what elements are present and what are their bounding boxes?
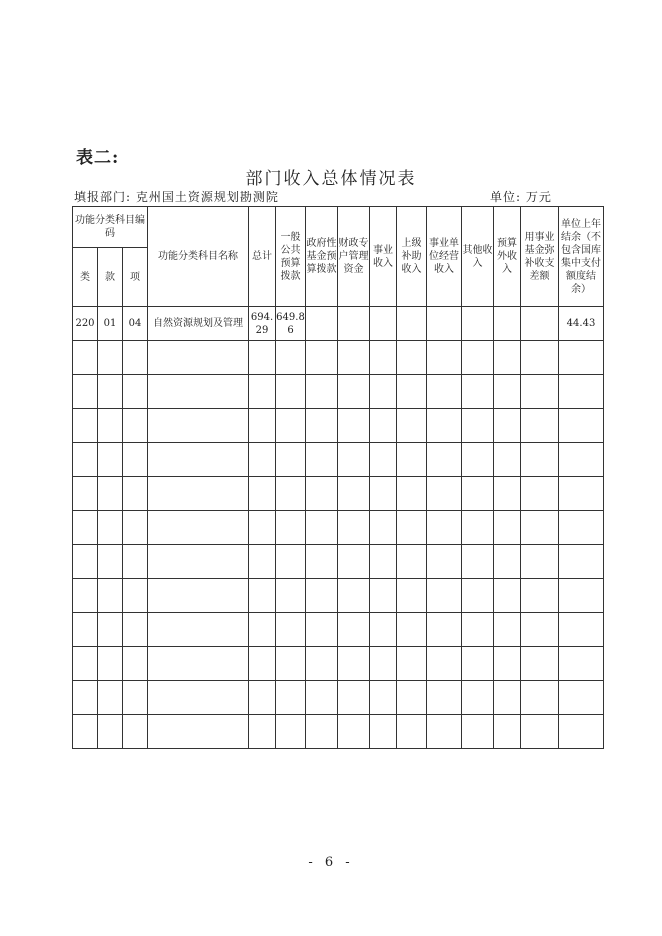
empty-cell xyxy=(494,545,521,579)
header-unit-operating: 事业单位经营收入 xyxy=(427,207,462,307)
cell-fiscal-special xyxy=(338,307,370,341)
empty-cell xyxy=(494,443,521,477)
empty-cell xyxy=(521,477,559,511)
empty-cell xyxy=(306,579,338,613)
empty-cell xyxy=(427,375,462,409)
empty-cell xyxy=(521,341,559,375)
empty-cell xyxy=(559,715,604,749)
empty-cell xyxy=(338,511,370,545)
empty-cell xyxy=(249,409,276,443)
empty-cell xyxy=(73,715,98,749)
empty-cell xyxy=(306,545,338,579)
empty-cell xyxy=(98,579,123,613)
empty-cell xyxy=(276,409,306,443)
empty-cell xyxy=(148,511,249,545)
empty-cell xyxy=(73,409,98,443)
empty-cell xyxy=(559,375,604,409)
empty-table-row xyxy=(73,647,604,681)
empty-cell xyxy=(306,681,338,715)
empty-cell xyxy=(306,341,338,375)
empty-cell xyxy=(276,715,306,749)
empty-cell xyxy=(427,613,462,647)
empty-cell xyxy=(98,613,123,647)
header-name: 功能分类科目名称 xyxy=(148,207,249,307)
empty-cell xyxy=(521,545,559,579)
empty-cell xyxy=(306,715,338,749)
empty-cell xyxy=(370,341,397,375)
empty-cell xyxy=(494,341,521,375)
empty-cell xyxy=(123,579,148,613)
empty-cell xyxy=(462,613,494,647)
empty-table-row xyxy=(73,545,604,579)
empty-cell xyxy=(338,613,370,647)
empty-cell xyxy=(397,545,427,579)
header-extra-budget: 预算外收入 xyxy=(494,207,521,307)
empty-cell xyxy=(397,341,427,375)
empty-cell xyxy=(123,443,148,477)
empty-cell xyxy=(462,511,494,545)
empty-cell xyxy=(427,681,462,715)
empty-cell xyxy=(249,681,276,715)
empty-table-row xyxy=(73,613,604,647)
cell-prev-balance: 44.43 xyxy=(559,307,604,341)
empty-cell xyxy=(148,341,249,375)
empty-cell xyxy=(276,647,306,681)
empty-cell xyxy=(249,579,276,613)
cell-other-income xyxy=(462,307,494,341)
empty-cell xyxy=(338,409,370,443)
empty-table-row xyxy=(73,511,604,545)
empty-cell xyxy=(427,545,462,579)
empty-cell xyxy=(427,341,462,375)
empty-cell xyxy=(98,511,123,545)
empty-cell xyxy=(123,511,148,545)
empty-cell xyxy=(73,375,98,409)
empty-cell xyxy=(521,647,559,681)
empty-cell xyxy=(148,375,249,409)
cell-extra-budget xyxy=(494,307,521,341)
empty-cell xyxy=(249,613,276,647)
empty-cell xyxy=(73,545,98,579)
empty-cell xyxy=(338,443,370,477)
empty-cell xyxy=(98,681,123,715)
empty-cell xyxy=(276,579,306,613)
empty-cell xyxy=(427,715,462,749)
cell-fund-makeup xyxy=(521,307,559,341)
cell-gov-fund xyxy=(306,307,338,341)
page-title: 部门收入总体情况表 xyxy=(245,169,417,189)
filling-department: 填报部门: 克州国土资源规划勘测院 xyxy=(74,190,279,204)
empty-cell xyxy=(494,715,521,749)
empty-cell xyxy=(370,613,397,647)
empty-cell xyxy=(494,375,521,409)
empty-cell xyxy=(559,613,604,647)
cell-lei: 220 xyxy=(73,307,98,341)
empty-cell xyxy=(123,409,148,443)
empty-cell xyxy=(397,579,427,613)
cell-kuan: 01 xyxy=(98,307,123,341)
empty-cell xyxy=(249,341,276,375)
empty-cell xyxy=(306,511,338,545)
header-fund-makeup: 用事业基金弥补收支差额 xyxy=(521,207,559,307)
empty-cell xyxy=(276,511,306,545)
empty-cell xyxy=(397,511,427,545)
empty-cell xyxy=(148,443,249,477)
empty-cell xyxy=(559,341,604,375)
empty-cell xyxy=(123,341,148,375)
empty-cell xyxy=(397,375,427,409)
empty-cell xyxy=(427,511,462,545)
empty-table-row xyxy=(73,341,604,375)
cell-business-income xyxy=(370,307,397,341)
header-xiang: 项 xyxy=(123,248,148,307)
empty-cell xyxy=(462,579,494,613)
empty-cell xyxy=(462,647,494,681)
empty-cell xyxy=(123,647,148,681)
empty-cell xyxy=(98,341,123,375)
empty-cell xyxy=(370,409,397,443)
empty-cell xyxy=(306,375,338,409)
empty-table-row xyxy=(73,443,604,477)
header-other-income: 其他收入 xyxy=(462,207,494,307)
empty-cell xyxy=(123,375,148,409)
empty-cell xyxy=(370,375,397,409)
empty-cell xyxy=(276,375,306,409)
empty-cell xyxy=(559,477,604,511)
empty-cell xyxy=(462,409,494,443)
empty-cell xyxy=(249,647,276,681)
empty-cell xyxy=(521,681,559,715)
empty-cell xyxy=(494,647,521,681)
empty-cell xyxy=(123,477,148,511)
empty-cell xyxy=(559,409,604,443)
empty-cell xyxy=(148,681,249,715)
empty-table-row xyxy=(73,715,604,749)
empty-cell xyxy=(306,443,338,477)
empty-cell xyxy=(123,715,148,749)
empty-cell xyxy=(148,715,249,749)
empty-table-row xyxy=(73,375,604,409)
empty-cell xyxy=(494,511,521,545)
cell-xiang: 04 xyxy=(123,307,148,341)
empty-cell xyxy=(98,715,123,749)
empty-cell xyxy=(98,443,123,477)
empty-cell xyxy=(370,511,397,545)
empty-cell xyxy=(338,647,370,681)
empty-cell xyxy=(397,681,427,715)
empty-cell xyxy=(427,477,462,511)
empty-cell xyxy=(338,341,370,375)
empty-cell xyxy=(73,681,98,715)
empty-cell xyxy=(148,579,249,613)
empty-cell xyxy=(306,613,338,647)
empty-cell xyxy=(521,715,559,749)
empty-cell xyxy=(370,443,397,477)
empty-cell xyxy=(73,579,98,613)
empty-cell xyxy=(276,681,306,715)
empty-cell xyxy=(462,341,494,375)
empty-cell xyxy=(338,579,370,613)
empty-cell xyxy=(338,715,370,749)
header-fiscal-special: 财政专户管理资金 xyxy=(338,207,370,307)
empty-cell xyxy=(397,409,427,443)
empty-cell xyxy=(249,545,276,579)
empty-cell xyxy=(276,443,306,477)
page-number: - 6 - xyxy=(308,855,354,870)
header-total: 总计 xyxy=(249,207,276,307)
empty-cell xyxy=(249,443,276,477)
empty-cell xyxy=(559,681,604,715)
empty-cell xyxy=(462,477,494,511)
header-prev-balance: 单位上年结余（不包含国库集中支付额度结余） xyxy=(559,207,604,307)
empty-cell xyxy=(148,545,249,579)
empty-cell xyxy=(73,613,98,647)
empty-table-row xyxy=(73,477,604,511)
empty-cell xyxy=(559,545,604,579)
empty-table-row xyxy=(73,409,604,443)
empty-cell xyxy=(148,409,249,443)
cell-general-budget: 649.86 xyxy=(276,307,306,341)
empty-cell xyxy=(559,647,604,681)
empty-cell xyxy=(338,375,370,409)
empty-cell xyxy=(494,477,521,511)
empty-cell xyxy=(98,409,123,443)
empty-cell xyxy=(462,681,494,715)
empty-cell xyxy=(123,545,148,579)
empty-cell xyxy=(370,715,397,749)
empty-table-row xyxy=(73,681,604,715)
empty-cell xyxy=(148,647,249,681)
empty-cell xyxy=(370,681,397,715)
empty-cell xyxy=(249,477,276,511)
empty-cell xyxy=(73,511,98,545)
empty-cell xyxy=(521,375,559,409)
header-business-income: 事业收入 xyxy=(370,207,397,307)
unit-label: 单位: 万元 xyxy=(490,190,552,204)
empty-cell xyxy=(276,613,306,647)
empty-cell xyxy=(559,579,604,613)
empty-cell xyxy=(521,579,559,613)
empty-cell xyxy=(397,613,427,647)
empty-cell xyxy=(276,545,306,579)
cell-unit-operating xyxy=(427,307,462,341)
empty-cell xyxy=(73,443,98,477)
empty-cell xyxy=(276,341,306,375)
empty-cell xyxy=(148,477,249,511)
empty-cell xyxy=(370,545,397,579)
empty-cell xyxy=(494,579,521,613)
empty-cell xyxy=(148,613,249,647)
cell-total: 694.29 xyxy=(249,307,276,341)
empty-cell xyxy=(494,681,521,715)
empty-cell xyxy=(397,443,427,477)
empty-cell xyxy=(559,443,604,477)
header-superior-subsidy: 上级补助收入 xyxy=(397,207,427,307)
cell-name: 自然资源规划及管理 xyxy=(148,307,249,341)
empty-cell xyxy=(370,579,397,613)
empty-cell xyxy=(521,613,559,647)
empty-cell xyxy=(338,477,370,511)
header-code-group: 功能分类科目编码 xyxy=(73,207,148,248)
empty-cell xyxy=(427,579,462,613)
header-kuan: 款 xyxy=(98,248,123,307)
empty-cell xyxy=(73,647,98,681)
empty-cell xyxy=(98,545,123,579)
empty-cell xyxy=(427,409,462,443)
empty-cell xyxy=(521,443,559,477)
empty-cell xyxy=(370,647,397,681)
empty-table-row xyxy=(73,579,604,613)
empty-cell xyxy=(338,545,370,579)
empty-cell xyxy=(123,613,148,647)
table-number-label: 表二: xyxy=(76,148,120,168)
empty-cell xyxy=(397,715,427,749)
empty-cell xyxy=(462,545,494,579)
empty-cell xyxy=(306,647,338,681)
empty-cell xyxy=(306,477,338,511)
blank-rows xyxy=(73,341,604,749)
empty-cell xyxy=(73,341,98,375)
cell-superior-subsidy xyxy=(397,307,427,341)
empty-cell xyxy=(98,647,123,681)
empty-cell xyxy=(427,443,462,477)
empty-cell xyxy=(249,715,276,749)
header-gov-fund: 政府性基金预算拨款 xyxy=(306,207,338,307)
empty-cell xyxy=(462,443,494,477)
empty-cell xyxy=(521,511,559,545)
empty-cell xyxy=(397,647,427,681)
header-general-budget: 一般公共预算拨款 xyxy=(276,207,306,307)
empty-cell xyxy=(397,477,427,511)
empty-cell xyxy=(338,681,370,715)
empty-cell xyxy=(123,681,148,715)
empty-cell xyxy=(98,375,123,409)
income-table xyxy=(72,206,604,749)
header-lei: 类 xyxy=(73,248,98,307)
empty-cell xyxy=(462,375,494,409)
empty-cell xyxy=(249,511,276,545)
empty-cell xyxy=(370,477,397,511)
empty-cell xyxy=(494,409,521,443)
empty-cell xyxy=(98,477,123,511)
empty-cell xyxy=(559,511,604,545)
empty-cell xyxy=(427,647,462,681)
empty-cell xyxy=(73,477,98,511)
empty-cell xyxy=(249,375,276,409)
empty-cell xyxy=(494,613,521,647)
empty-cell xyxy=(276,477,306,511)
empty-cell xyxy=(306,409,338,443)
empty-cell xyxy=(521,409,559,443)
table-row xyxy=(73,307,604,341)
empty-cell xyxy=(462,715,494,749)
